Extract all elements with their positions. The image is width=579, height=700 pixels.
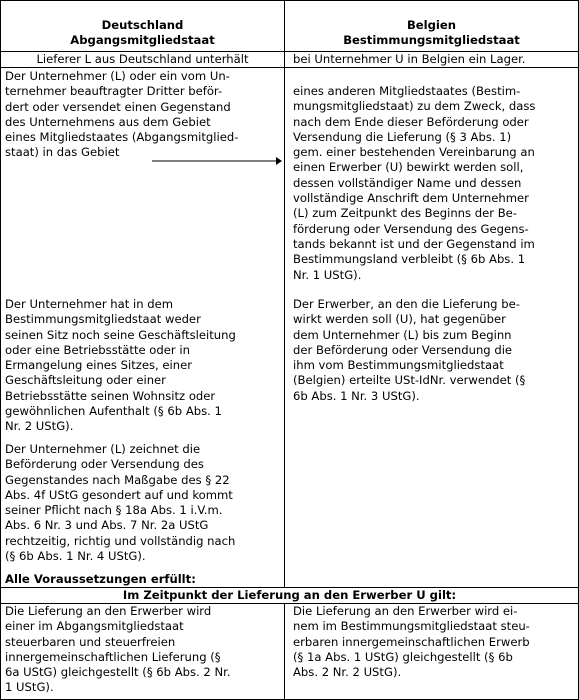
text-line: oder eine Betriebsstätte oder in [5, 342, 190, 357]
text-line: tands bekannt ist und der Gegenstand im [293, 236, 535, 251]
header-right-country: Belgien [406, 18, 457, 32]
divider [1, 67, 578, 68]
text-line: steuerbaren und steuerfreien [5, 634, 176, 649]
text-line: dert oder versendet einen Gegenstand [5, 99, 231, 114]
text-line: Abs. 6 Nr. 3 und Abs. 7 Nr. 2a UStG [5, 518, 209, 533]
text-line: Der Unternehmer (L) zeichnet die [5, 442, 201, 456]
header-left-role: Abgangsmitgliedstaat [70, 33, 215, 48]
conditions-heading: Alle Voraussetzungen erfüllt: [5, 572, 196, 586]
text-line: dem Unternehmer (L) bis zum Beginn [293, 327, 512, 342]
header-left-country: Deutschland [101, 18, 184, 32]
header-left [1, 18, 284, 49]
text-line: ihm vom Bestimmungsmitgliedstaat [293, 358, 504, 373]
text-line: vollständige Anschrift dem Unternehmer [293, 191, 529, 206]
text-line: gem. einer bestehenden Vereinbarung an [293, 145, 535, 160]
text-line: Nr. 1 UStG). [293, 267, 362, 282]
right-arrow-icon [152, 155, 282, 167]
text-line: Beförderung oder Versendung des [5, 457, 204, 472]
row4-right [293, 604, 578, 680]
text-line: Der Erwerber, an den die Lieferung be- [293, 297, 520, 311]
column-divider [284, 603, 285, 699]
text-line: Bestimmungsland verbleibt (§ 6b Abs. 1 [293, 252, 526, 267]
text-line: einer im Abgangsmitgliedstaat [5, 619, 184, 634]
subheader-left: Lieferer L aus Deutschland unterhält [36, 52, 249, 66]
text-line: Betriebsstätte seinen Wohnsitz oder [5, 388, 216, 403]
text-line: (L) zum Zeitpunkt des Beginns der Be- [293, 206, 517, 221]
text-line: mungsmitgliedstaat) zu dem Zweck, dass [293, 99, 536, 114]
header-right [285, 18, 578, 49]
text-line: nem im Bestimmungsmitgliedstaat steu- [293, 619, 530, 634]
text-line: (§ 1a Abs. 1 UStG) gleichgestellt (§ 6b [293, 649, 513, 664]
text-line: ternehmer beauftragter Dritter beför- [5, 84, 223, 99]
text-line: (§ 6b Abs. 1 Nr. 4 UStG). [5, 549, 146, 564]
text-line: Nr. 2 UStG). [5, 419, 74, 434]
text-line: Der Unternehmer (L) oder ein vom Un- [5, 69, 230, 83]
text-line: Der Unternehmer hat in dem [5, 297, 174, 311]
column-divider [284, 1, 285, 587]
text-line: dessen vollständiger Name und dessen [293, 175, 522, 190]
text-line: einen Erwerber (U) bewirkt werden soll, [293, 160, 524, 175]
text-line: seinen Sitz noch seine Geschäftsleitung [5, 327, 236, 342]
text-line: Die Lieferung an den Erwerber wird ei- [293, 604, 518, 618]
row1-right [293, 84, 578, 283]
row2-right [293, 297, 578, 404]
row3-left [5, 442, 283, 564]
text-line: des Unternehmens aus dem Gebiet [5, 114, 211, 129]
text-line: staat) in das Gebiet [5, 145, 120, 160]
text-line: 1 UStG). [5, 680, 54, 695]
text-line: förderung oder Versendung des Gegens- [293, 221, 529, 236]
text-line: innergemeinschaftlichen Lieferung (§ [5, 649, 221, 664]
text-line: 6a UStG) gleichgestellt (§ 6b Abs. 2 Nr. [5, 665, 231, 680]
text-line: Bestimmungsmitgliedstaat weder [5, 312, 201, 327]
text-line: gewöhnlichen Aufenthalt (§ 6b Abs. 1 [5, 404, 222, 419]
text-line: nach dem Ende dieser Beförderung oder [293, 114, 529, 129]
text-line: Versendung die Lieferung (§ 3 Abs. 1) [293, 129, 512, 144]
timepoint-heading: Im Zeitpunkt der Lieferung an den Erwerber U gilt: [122, 588, 457, 602]
row2-left [5, 297, 283, 435]
text-line: seiner Pflicht nach § 18a Abs. 1 i.V.m. [5, 503, 223, 518]
row4-left [5, 604, 283, 696]
text-line: der Beförderung oder Versendung die [293, 342, 513, 357]
text-line: Geschäftsleitung oder einer [5, 373, 166, 388]
text-line: Ermangelung eines Sitzes, einer [5, 358, 193, 373]
text-line: Gegenstandes nach Maßgabe des § 22 [5, 472, 230, 487]
text-line: (Belgien) erteilte USt-IdNr. verwendet (§ [293, 373, 526, 388]
text-line: erbaren innergemeinschaftlichen Erwerb [293, 634, 530, 649]
text-line: Abs. 4f UStG gesondert auf und kommt [5, 487, 233, 502]
text-line: Die Lieferung an den Erwerber wird [5, 604, 212, 618]
text-line: eines anderen Mitgliedstaates (Bestim- [293, 84, 521, 98]
text-line: rechtzeitig, richtig und vollständig nach [5, 533, 236, 548]
subheader-right: bei Unternehmer U in Belgien ein Lager. [293, 52, 526, 66]
text-line: 6b Abs. 1 Nr. 3 UStG). [293, 388, 420, 403]
row1-left [5, 69, 283, 161]
text-line: Abs. 2 Nr. 2 UStG). [293, 665, 402, 680]
text-line: wirkt werden soll (U), hat gegenüber [293, 312, 506, 327]
text-line: eines Mitgliedstaates (Abgangsmitglied- [5, 130, 239, 145]
header-right-role: Bestimmungsmitgliedstaat [343, 33, 520, 48]
